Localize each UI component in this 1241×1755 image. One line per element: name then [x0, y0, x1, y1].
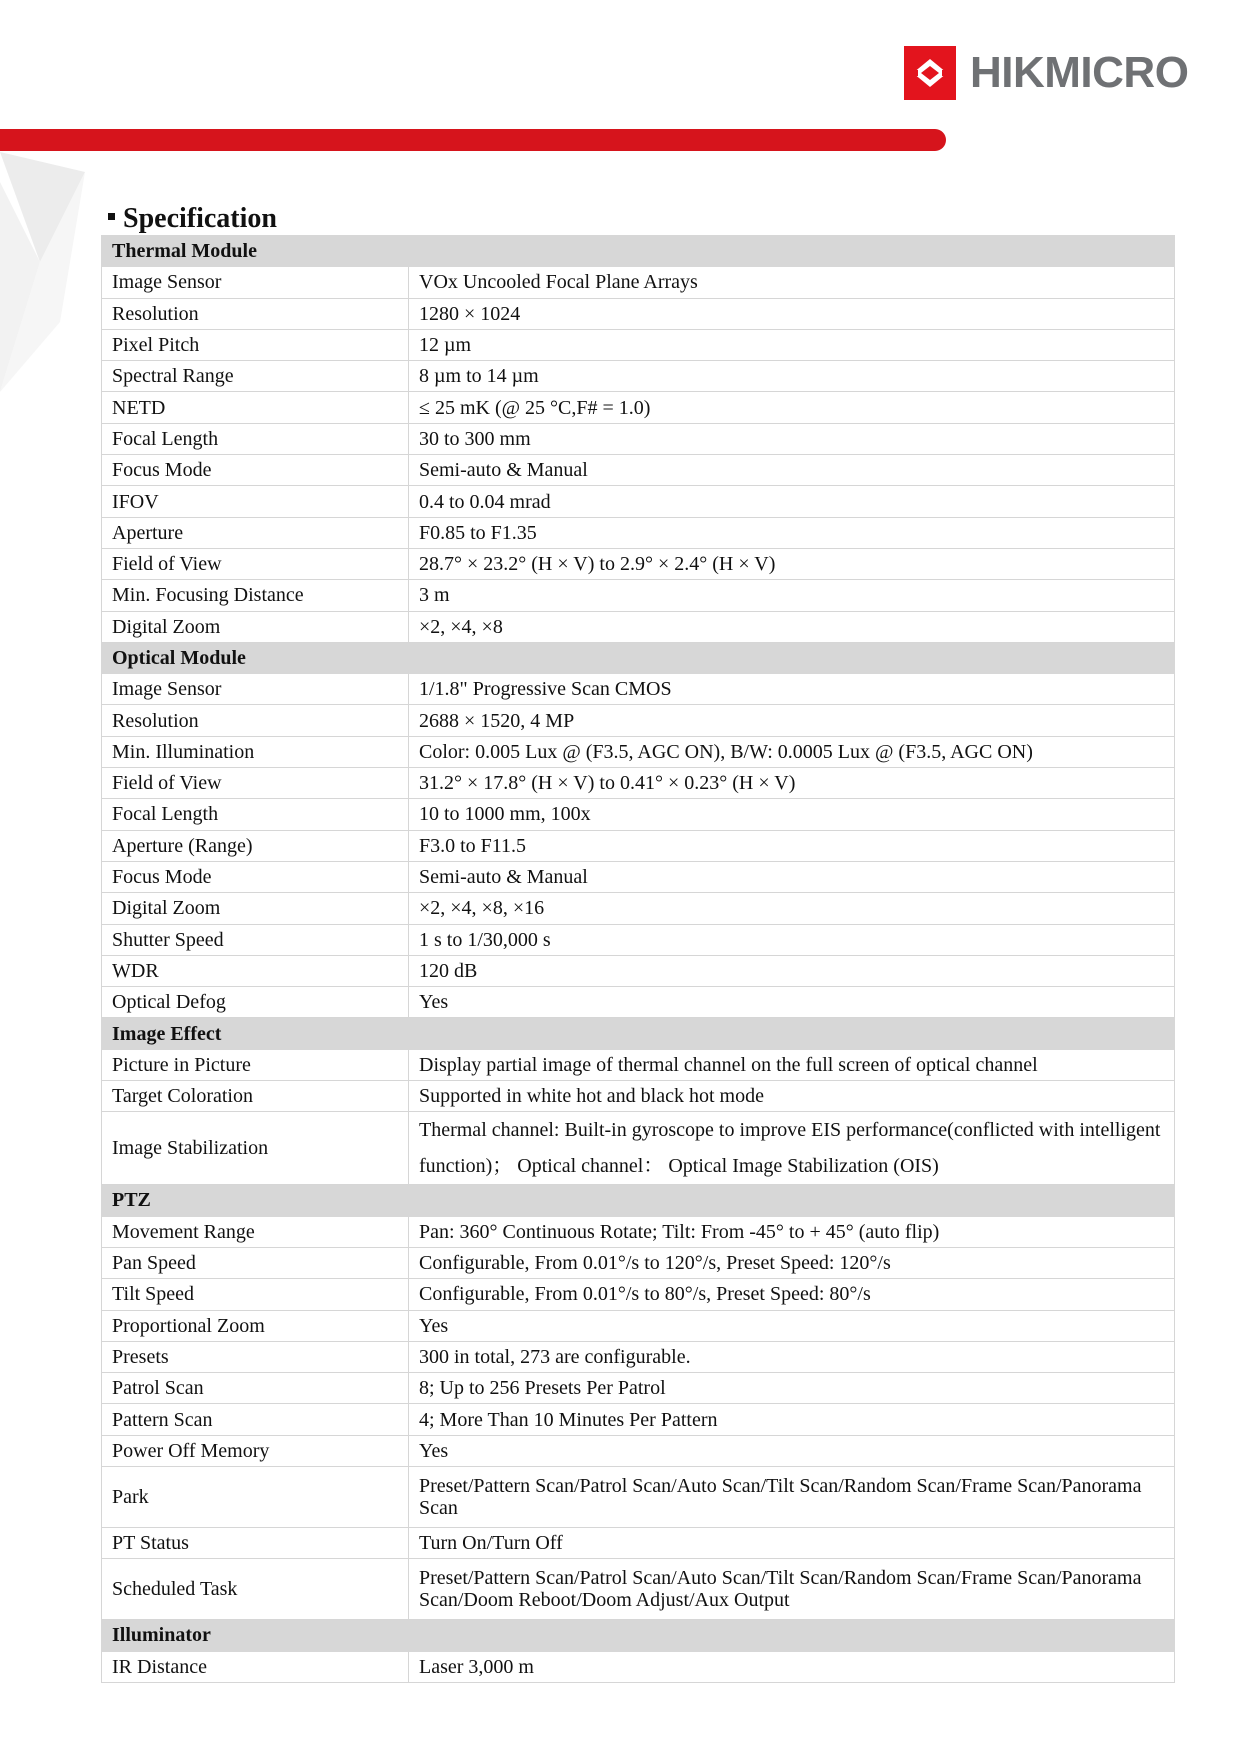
spec-label: Park — [102, 1466, 409, 1527]
spec-label: Proportional Zoom — [102, 1310, 409, 1341]
table-row — [102, 548, 1175, 579]
table-row — [102, 1651, 1175, 1682]
spec-value: ×2, ×4, ×8, ×16 — [409, 893, 1175, 924]
section-heading: Illuminator — [102, 1620, 1175, 1651]
table-row — [102, 1247, 1175, 1278]
spec-value: Semi-auto & Manual — [409, 861, 1175, 892]
section-heading: Thermal Module — [102, 236, 1175, 267]
section-heading: Optical Module — [102, 642, 1175, 673]
spec-label: Digital Zoom — [102, 611, 409, 642]
spec-value: ≤ 25 mK (@ 25 °C,F# = 1.0) — [409, 392, 1175, 423]
table-row — [102, 486, 1175, 517]
spec-label: Pattern Scan — [102, 1404, 409, 1435]
table-row — [102, 736, 1175, 767]
bullet-square-icon — [108, 213, 115, 220]
spec-value: 8 µm to 14 µm — [409, 361, 1175, 392]
spec-label: Aperture (Range) — [102, 830, 409, 861]
spec-value: Turn On/Turn Off — [409, 1527, 1175, 1558]
table-row — [102, 1081, 1175, 1112]
spec-label: Resolution — [102, 705, 409, 736]
spec-label: Target Coloration — [102, 1081, 409, 1112]
table-row — [102, 1310, 1175, 1341]
spec-value: Yes — [409, 987, 1175, 1018]
table-row — [102, 799, 1175, 830]
header-accent-bar — [0, 129, 946, 151]
spec-value: Configurable, From 0.01°/s to 120°/s, Preset Speed: 120°/s — [409, 1247, 1175, 1278]
table-row — [102, 1466, 1175, 1527]
spec-value: 28.7° × 23.2° (H × V) to 2.9° × 2.4° (H × V) — [409, 548, 1175, 579]
page-title: Specification — [108, 203, 277, 235]
table-row — [102, 423, 1175, 454]
spec-value: Thermal channel: Built-in gyroscope to improve EIS performance(conflicted with intelligent function)； Optical channel： Optical Image Stabilization (OIS) — [409, 1112, 1175, 1185]
table-row — [102, 674, 1175, 705]
table-row — [102, 1341, 1175, 1372]
brand-name: HIKMICRO — [970, 48, 1189, 97]
brand-logo — [904, 46, 1188, 100]
table-row — [102, 267, 1175, 298]
spec-label: Scheduled Task — [102, 1559, 409, 1620]
spec-value: F3.0 to F11.5 — [409, 830, 1175, 861]
table-row — [102, 955, 1175, 986]
spec-value: 31.2° × 17.8° (H × V) to 0.41° × 0.23° (H × V) — [409, 768, 1175, 799]
spec-value: 300 in total, 273 are configurable. — [409, 1341, 1175, 1372]
spec-label: Optical Defog — [102, 987, 409, 1018]
spec-label: Movement Range — [102, 1216, 409, 1247]
spec-label: Image Sensor — [102, 674, 409, 705]
table-row — [102, 1279, 1175, 1310]
spec-value: Laser 3,000 m — [409, 1651, 1175, 1682]
spec-value: VOx Uncooled Focal Plane Arrays — [409, 267, 1175, 298]
table-row — [102, 705, 1175, 736]
spec-value: Configurable, From 0.01°/s to 80°/s, Preset Speed: 80°/s — [409, 1279, 1175, 1310]
spec-label: Spectral Range — [102, 361, 409, 392]
spec-label: Focal Length — [102, 799, 409, 830]
spec-value: 1 s to 1/30,000 s — [409, 924, 1175, 955]
spec-value: Pan: 360° Continuous Rotate; Tilt: From -45° to + 45° (auto flip) — [409, 1216, 1175, 1247]
section-header-row — [102, 1018, 1175, 1049]
spec-label: Field of View — [102, 768, 409, 799]
hikmicro-logo-icon — [904, 46, 956, 100]
table-row — [102, 1404, 1175, 1435]
spec-label: Tilt Speed — [102, 1279, 409, 1310]
spec-value: Semi-auto & Manual — [409, 455, 1175, 486]
spec-value: Display partial image of thermal channel on the full screen of optical channel — [409, 1049, 1175, 1080]
table-row — [102, 298, 1175, 329]
spec-value: F0.85 to F1.35 — [409, 517, 1175, 548]
spec-value: Yes — [409, 1310, 1175, 1341]
spec-label: Focus Mode — [102, 861, 409, 892]
spec-label: PT Status — [102, 1527, 409, 1558]
spec-value: Supported in white hot and black hot mode — [409, 1081, 1175, 1112]
table-row — [102, 392, 1175, 423]
table-row — [102, 1216, 1175, 1247]
spec-value: 10 to 1000 mm, 100x — [409, 799, 1175, 830]
spec-label: Power Off Memory — [102, 1435, 409, 1466]
spec-value: Preset/Pattern Scan/Patrol Scan/Auto Scan/Tilt Scan/Random Scan/Frame Scan/Panorama Scan — [409, 1466, 1175, 1527]
spec-label: Resolution — [102, 298, 409, 329]
spec-value: Yes — [409, 1435, 1175, 1466]
table-row — [102, 361, 1175, 392]
spec-label: Aperture — [102, 517, 409, 548]
spec-value: 2688 × 1520, 4 MP — [409, 705, 1175, 736]
section-header-row — [102, 642, 1175, 673]
spec-value: 3 m — [409, 580, 1175, 611]
spec-value: 30 to 300 mm — [409, 423, 1175, 454]
table-row — [102, 1049, 1175, 1080]
table-row — [102, 329, 1175, 360]
spec-label: Presets — [102, 1341, 409, 1372]
spec-label: Focus Mode — [102, 455, 409, 486]
section-header-row — [102, 1620, 1175, 1651]
spec-value: Preset/Pattern Scan/Patrol Scan/Auto Scan/Tilt Scan/Random Scan/Frame Scan/Panorama Scan/Doom Reboot/Doom Adjust/Aux Output — [409, 1559, 1175, 1620]
table-row — [102, 1559, 1175, 1620]
spec-label: Pixel Pitch — [102, 329, 409, 360]
spec-value: 12 µm — [409, 329, 1175, 360]
spec-label: Shutter Speed — [102, 924, 409, 955]
background-watermark — [0, 152, 90, 402]
table-row — [102, 1112, 1175, 1185]
section-heading: PTZ — [102, 1185, 1175, 1216]
table-row — [102, 455, 1175, 486]
table-row — [102, 1435, 1175, 1466]
table-row — [102, 768, 1175, 799]
spec-value: ×2, ×4, ×8 — [409, 611, 1175, 642]
spec-label: Digital Zoom — [102, 893, 409, 924]
table-row — [102, 924, 1175, 955]
spec-label: Min. Illumination — [102, 736, 409, 767]
table-row — [102, 1527, 1175, 1558]
table-row — [102, 861, 1175, 892]
spec-label: Patrol Scan — [102, 1373, 409, 1404]
spec-value: 120 dB — [409, 955, 1175, 986]
table-row — [102, 580, 1175, 611]
spec-value: 1280 × 1024 — [409, 298, 1175, 329]
table-row — [102, 893, 1175, 924]
spec-value: 4; More Than 10 Minutes Per Pattern — [409, 1404, 1175, 1435]
section-heading: Image Effect — [102, 1018, 1175, 1049]
spec-value: Color: 0.005 Lux @ (F3.5, AGC ON), B/W: 0.0005 Lux @ (F3.5, AGC ON) — [409, 736, 1175, 767]
table-row — [102, 1373, 1175, 1404]
spec-label: IFOV — [102, 486, 409, 517]
section-header-row — [102, 1185, 1175, 1216]
spec-label: NETD — [102, 392, 409, 423]
table-row — [102, 517, 1175, 548]
table-row — [102, 987, 1175, 1018]
spec-label: Field of View — [102, 548, 409, 579]
spec-label: IR Distance — [102, 1651, 409, 1682]
table-row — [102, 830, 1175, 861]
spec-label: Image Stabilization — [102, 1112, 409, 1185]
section-header-row — [102, 236, 1175, 267]
spec-label: Image Sensor — [102, 267, 409, 298]
table-row — [102, 611, 1175, 642]
spec-label: WDR — [102, 955, 409, 986]
spec-value: 8; Up to 256 Presets Per Patrol — [409, 1373, 1175, 1404]
spec-label: Focal Length — [102, 423, 409, 454]
spec-value: 1/1.8" Progressive Scan CMOS — [409, 674, 1175, 705]
spec-label: Min. Focusing Distance — [102, 580, 409, 611]
spec-value: 0.4 to 0.04 mrad — [409, 486, 1175, 517]
spec-table — [101, 235, 1175, 1683]
spec-label: Picture in Picture — [102, 1049, 409, 1080]
spec-label: Pan Speed — [102, 1247, 409, 1278]
